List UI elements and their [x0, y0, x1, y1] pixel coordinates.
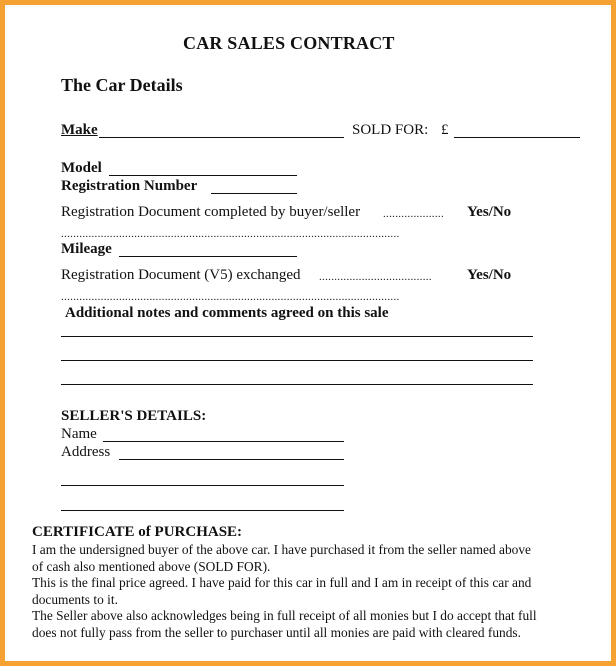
certificate-line-2: of cash also mentioned above (SOLD FOR).: [32, 558, 271, 574]
sold-for-field-line[interactable]: [454, 137, 580, 138]
notes-line-1[interactable]: [61, 336, 533, 337]
dotted-line-1: ...............................................................................................................: [61, 228, 400, 240]
certificate-line-1: I am the undersigned buyer of the above car. I have purchased it from the seller named above: [32, 542, 531, 557]
seller-address-field-line[interactable]: [119, 459, 344, 460]
seller-name-label: Name: [61, 426, 97, 442]
seller-address-label: Address: [61, 444, 111, 460]
certificate-line-3: This is the final price agreed. I have paid for this car in full and I am in receipt of this car and: [32, 575, 532, 590]
reg-doc-completed-label: Registration Document completed by buyer/seller: [61, 204, 361, 220]
document-title: CAR SALES CONTRACT: [183, 33, 395, 53]
model-field-line[interactable]: [109, 175, 297, 176]
seller-details-heading: SELLER'S DETAILS:: [61, 408, 207, 424]
car-details-heading: The Car Details: [61, 75, 183, 95]
model-label: Model: [61, 160, 102, 176]
notes-line-3[interactable]: [61, 384, 533, 385]
seller-address-line-2[interactable]: [61, 485, 344, 486]
certificate-line-4: documents to it.: [32, 591, 118, 607]
make-field-line[interactable]: [99, 137, 344, 138]
mileage-label: Mileage: [61, 241, 112, 257]
certificate-heading: CERTIFICATE of PURCHASE:: [32, 524, 243, 540]
contract-page: [5, 5, 611, 661]
seller-address-line-3[interactable]: [61, 510, 344, 511]
registration-number-field-line[interactable]: [211, 193, 297, 194]
notes-line-2[interactable]: [61, 360, 533, 361]
certificate-line-5: The Seller above also acknowledges being in full receipt of all monies but I do accept that full: [32, 608, 537, 623]
make-label: Make: [61, 122, 98, 138]
notes-heading: Additional notes and comments agreed on this sale: [65, 305, 389, 321]
reg-doc-completed-dots: ....................: [383, 208, 444, 220]
reg-doc-completed-yes-no[interactable]: Yes/No: [467, 204, 512, 220]
mileage-field-line[interactable]: [119, 256, 297, 257]
reg-doc-v5-yes-no[interactable]: Yes/No: [467, 267, 512, 283]
currency-symbol: £: [441, 122, 449, 138]
reg-doc-v5-dots: .....................................: [319, 271, 432, 283]
sold-for-label: SOLD FOR:: [352, 122, 429, 138]
seller-name-field-line[interactable]: [103, 441, 344, 442]
certificate-line-6: does not fully pass from the seller to purchaser until all monies are paid with cleared funds.: [32, 624, 521, 640]
certificate-text: [32, 542, 592, 641]
reg-doc-v5-label: Registration Document (V5) exchanged: [61, 267, 301, 283]
registration-number-label: Registration Number: [61, 178, 198, 194]
dotted-line-2: ...............................................................................................................: [61, 291, 400, 303]
